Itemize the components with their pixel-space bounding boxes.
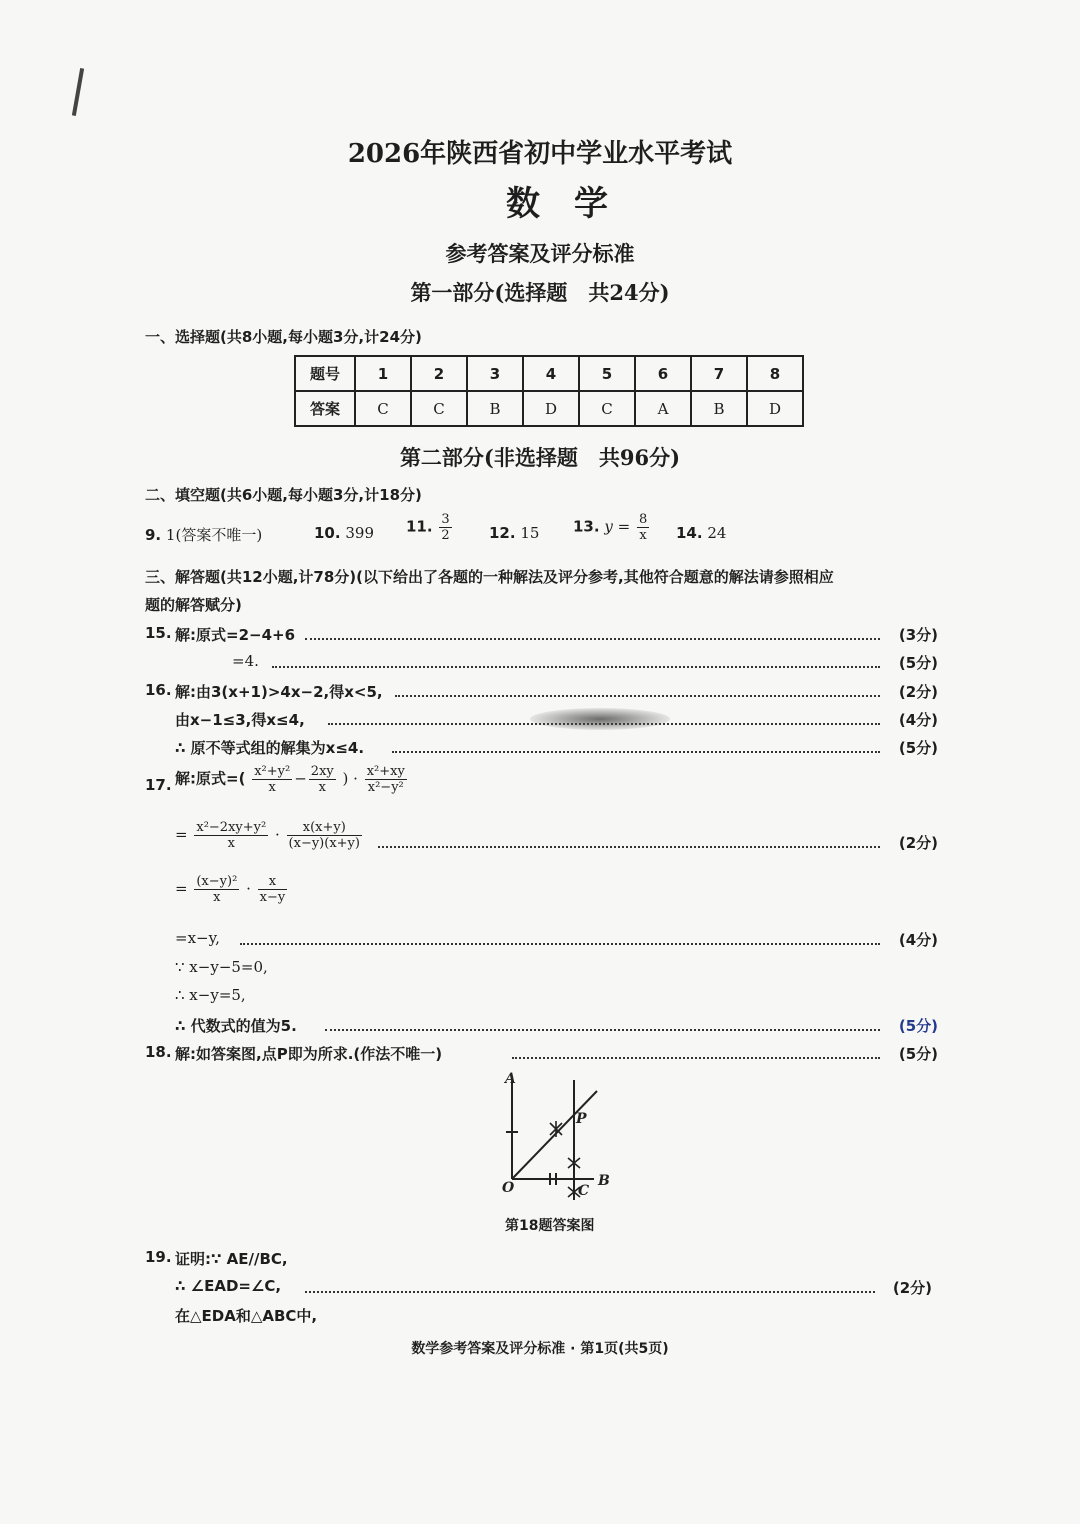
table-cell: 2 [411,356,467,391]
table-cell: A [635,391,691,426]
pen-mark [72,68,84,116]
q17-line6: ∴ x−y=5, [175,986,246,1004]
table-cell: B [691,391,747,426]
table-cell: D [747,391,803,426]
section1-heading: 一、选择题(共8小题,每小题3分,计24分) [145,328,422,346]
fill-answer-10: 10. 399 [314,524,374,542]
fill-answer-9: 9. 1(答案不唯一) [145,526,263,544]
table-cell: 6 [635,356,691,391]
q18-number: 18. [145,1043,172,1061]
dotted-leader [395,695,880,697]
score-mark: (5分) [898,739,938,757]
q17-number: 17. [145,776,172,794]
dotted-leader [512,1057,880,1059]
part1-heading: 第一部分(选择题 共24分) [410,280,670,305]
q18-text: 解:如答案图,点P即为所求.(作法不唯一) [175,1045,443,1063]
q19-number: 19. [145,1248,172,1266]
q16-line3: ∴ 原不等式组的解集为x≤4. [175,739,365,757]
q17-line1: 解:原式=( $\frac{\text{x²+y²}}{x}$ − $\frac{2xy}{x}$ ) · $\frac{\text{x²+xy}}{\text{x²−y²}}$ [175,764,405,795]
q19-line2: ∴ ∠EAD=∠C, [175,1277,282,1295]
table-cell: C [355,391,411,426]
ink-smudge [530,708,670,730]
q17-line3: = $\frac{\text{(x−y)²}}{x}$ · $\frac{x}{x-y}$ [175,874,286,905]
q17-line2: = $\frac{\text{x²−2xy+y²}}{x}$ · $\frac{x(x+y)}{(x-y)(x+y)}$ [175,820,360,851]
subject-title: 数学 [506,184,642,224]
fill-answer-11: 11. $\frac{3}{2}$ [406,512,450,543]
dotted-leader [305,1291,875,1293]
q17-line7: ∴ 代数式的值为5. [175,1017,297,1035]
q17-line4: =x−y, [175,929,220,947]
table-cell: 5 [579,356,635,391]
q16-line1: 解:由3(x+1)>4x−2,得x<5, [175,683,383,701]
q18-figure [490,1065,630,1205]
label-c: C [578,1183,590,1199]
table-cell: B [467,391,523,426]
score-mark: (2分) [898,683,938,701]
dotted-leader [392,751,880,753]
table-cell: 8 [747,356,803,391]
table-cell: D [523,391,579,426]
figure-caption: 第18题答案图 [505,1218,595,1234]
row-label-question: 题号 [295,356,355,391]
q15-line2: =4. [232,652,259,670]
dotted-leader [305,638,880,640]
table-cell: 1 [355,356,411,391]
table-cell: C [579,391,635,426]
label-a: A [505,1071,516,1087]
dotted-leader [325,1029,880,1031]
q15-line1: 解:原式=2−4+6 [175,626,296,644]
table-cell: C [411,391,467,426]
table-row [295,391,803,426]
fill-answer-12: 12. 15 [489,524,540,542]
section3-heading-cont: 题的解答赋分) [145,596,242,614]
angle-bisector [512,1091,597,1179]
score-mark: (5分) [898,1045,938,1063]
dotted-leader [378,846,880,848]
doc-subtitle: 参考答案及评分标准 [445,241,635,266]
q19-line3: 在△EDA和△ABC中, [175,1307,318,1325]
score-mark: (4分) [898,931,938,949]
label-b: B [598,1173,610,1189]
table-cell: 3 [467,356,523,391]
score-mark: (5分) [898,654,938,672]
table-cell: 7 [691,356,747,391]
q16-number: 16. [145,681,172,699]
q19-line1: 证明:∵ AE//BC, [175,1250,288,1268]
q16-line2: 由x−1≤3,得x≤4, [175,711,305,729]
table-row [295,356,803,391]
dotted-leader [272,666,880,668]
score-mark: (4分) [898,711,938,729]
label-o: O [502,1180,515,1196]
row-label-answer: 答案 [295,391,355,426]
q17-line5: ∵ x−y−5=0, [175,958,268,976]
exam-title: 2026年陕西省初中学业水平考试 [347,139,733,169]
section3-heading: 三、解答题(共12小题,计78分)(以下给出了各题的一种解法及评分参考,其他符合题意的解法请参照相应 [145,568,834,586]
fill-answer-14: 14. 24 [676,524,727,542]
score-mark: (2分) [892,1279,932,1297]
score-mark: (2分) [898,834,938,852]
part2-heading: 第二部分(非选择题 共96分) [399,445,681,470]
dotted-leader [240,943,880,945]
score-mark: (3分) [898,626,938,644]
label-p: P [576,1111,587,1127]
answer-table [294,355,804,427]
table-cell: 4 [523,356,579,391]
page-footer: 数学参考答案及评分标准 · 第1页(共5页) [411,1341,669,1357]
section2-heading: 二、填空题(共6小题,每小题3分,计18分) [145,486,422,504]
score-mark: (5分) [898,1017,938,1035]
q15-number: 15. [145,624,172,642]
fill-answer-13: 13. y = $\frac{8}{x}$ [573,512,648,543]
